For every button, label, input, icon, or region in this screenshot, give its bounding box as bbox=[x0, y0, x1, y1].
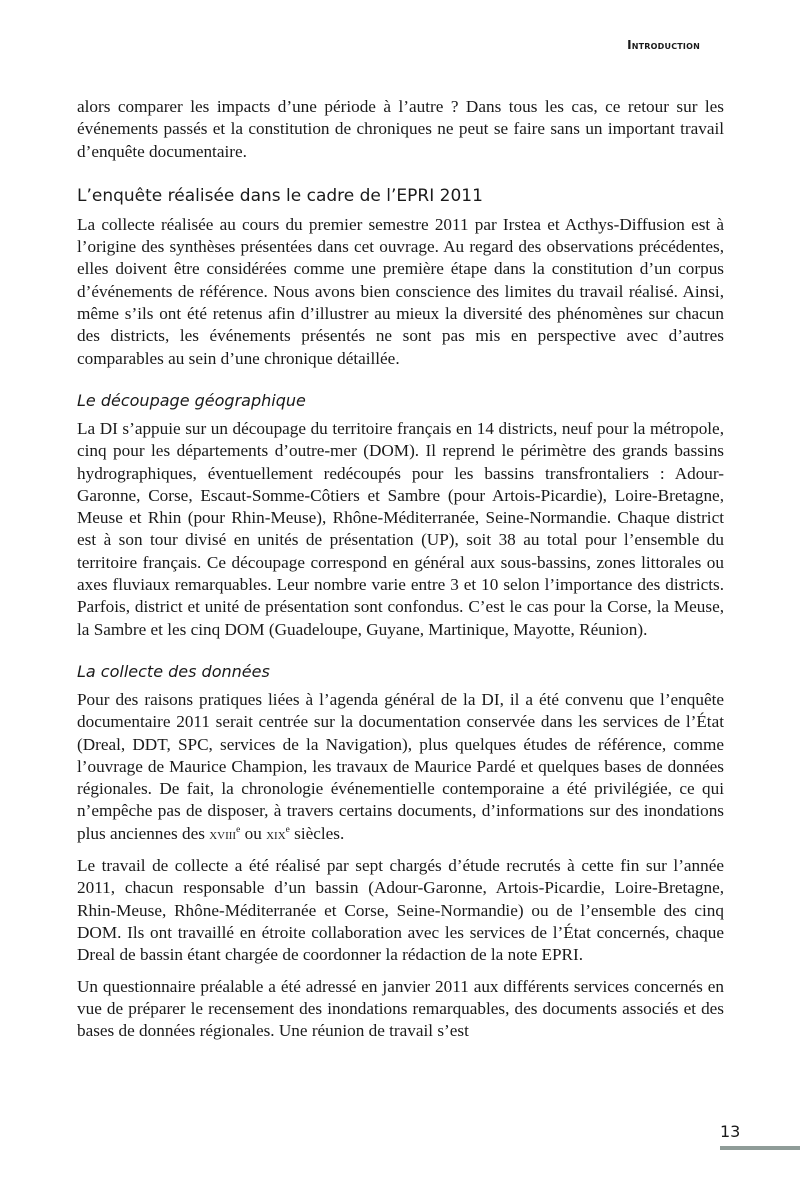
subsection-heading-data-collection: La collecte des données bbox=[77, 661, 270, 681]
century-suffix: e bbox=[236, 824, 241, 835]
geography-paragraph: La DI s’appuie sur un découpage du territoire français en 14 districts, neuf pour la métropole, cinq pour les départements d’outre-mer (DOM). Il reprend le périmètre des grands bassins hydrographiques, éventuellement redécoupés pour les bassins transfrontaliers : Adour-Garonne, Corse, Escaut-Somme-Côtiers et Sambre (pour Artois-Picardie), Loire-Bretagne, Meuse et Rhin (pour Rhin-Meuse), Rhône-Méditerranée, Seine-Normandie. Chaque district est à son tour divisé en unités de présentation (UP), soit 38 au total pour l’ensemble du territoire français. Ce découpage correspond en général aux sous-bassins, zones littorales ou axes fluviaux remarquables. Leur nombre varie entre 3 et 10 selon l’importance des districts. Parfois, district et unité de présentation sont confondus. C’est le cas pour la Corse, la Meuse, la Sambre et les cinq DOM (Guadeloupe, Guyane, Martinique, Mayotte, Réunion). bbox=[77, 418, 724, 639]
page-number-rule bbox=[720, 1146, 800, 1150]
paragraph-text: Pour des raisons pratiques liées à l’agenda général de la DI, il a été convenu que l’enquête documentaire 2011 serait centrée sur la documentation conservée dans les services de l’État (Dreal, DDT, SPC, services de la Navigation), plus quelques études de référence, comme l’ouvrage de Maurice Champion, les travaux de Maurice Pardé et quelques bases de données régionales. De fait, la chronologie événementielle contemporaine a été privilégiée, ce qui n’empêche pas de disposer, à travers certains documents, d’informations sur des inondations plus anciennes des bbox=[77, 689, 724, 843]
page-content bbox=[77, 96, 724, 1042]
paragraph-text: ou bbox=[240, 823, 267, 843]
paragraph-text: siècles. bbox=[289, 823, 345, 843]
section-paragraph: La collecte réalisée au cours du premier semestre 2011 par Irstea et Acthys-Diffusion est à l’origine des synthèses présentées dans cet ouvrage. Au regard des observations précédentes, elles doivent être considérées comme une première étape dans la constitution d’un corpus d’événements de référence. Nous avons bien conscience des limites du travail réalisé. Ainsi, même s’ils ont été retenus afin d’illustrer au mieux la diversité des phénomènes sur chacun des districts, les événements présentés ne sont pas mis en perspective avec d’autres comparables au sein d’une chronique détaillée. bbox=[77, 214, 724, 368]
page-number: 13 bbox=[720, 1122, 741, 1141]
running-head: Introduction bbox=[627, 38, 700, 52]
century-18: xviii bbox=[209, 825, 237, 843]
subsection-heading-geography: Le découpage géographique bbox=[77, 390, 306, 410]
data-collection-paragraph-1 bbox=[77, 689, 724, 846]
section-heading: L’enquête réalisée dans le cadre de l’EPRI 2011 bbox=[77, 185, 483, 206]
data-collection-paragraph-3: Un questionnaire préalable a été adressé en janvier 2011 aux différents services concernés en vue de préparer le recensement des inondations remarquables, des documents associés et des bases de données régionales. Une réunion de travail s’est bbox=[77, 976, 724, 1041]
intro-paragraph: alors comparer les impacts d’une période à l’autre ? Dans tous les cas, ce retour sur les événements passés et la constitution de chroniques ne peut se faire sans un important travail d’enquête documentaire. bbox=[77, 97, 724, 161]
data-collection-paragraph-2: Le travail de collecte a été réalisé par sept chargés d’étude recrutés à cette fin sur l’année 2011, chacun responsable d’un bassin (Adour-Garonne, Artois-Picardie, Loire-Bretagne, Rhin-Meuse, Rhône-Méditerranée et Corse, Seine-Normandie) ou de l’ensemble des cinq DOM. Ils ont travaillé en étroite collaboration avec les services de l’État concernés, chaque Dreal de bassin étant chargée de coordonner la rédaction de la note EPRI. bbox=[77, 856, 724, 965]
century-suffix: e bbox=[285, 824, 290, 835]
century-19: xix bbox=[266, 825, 286, 843]
